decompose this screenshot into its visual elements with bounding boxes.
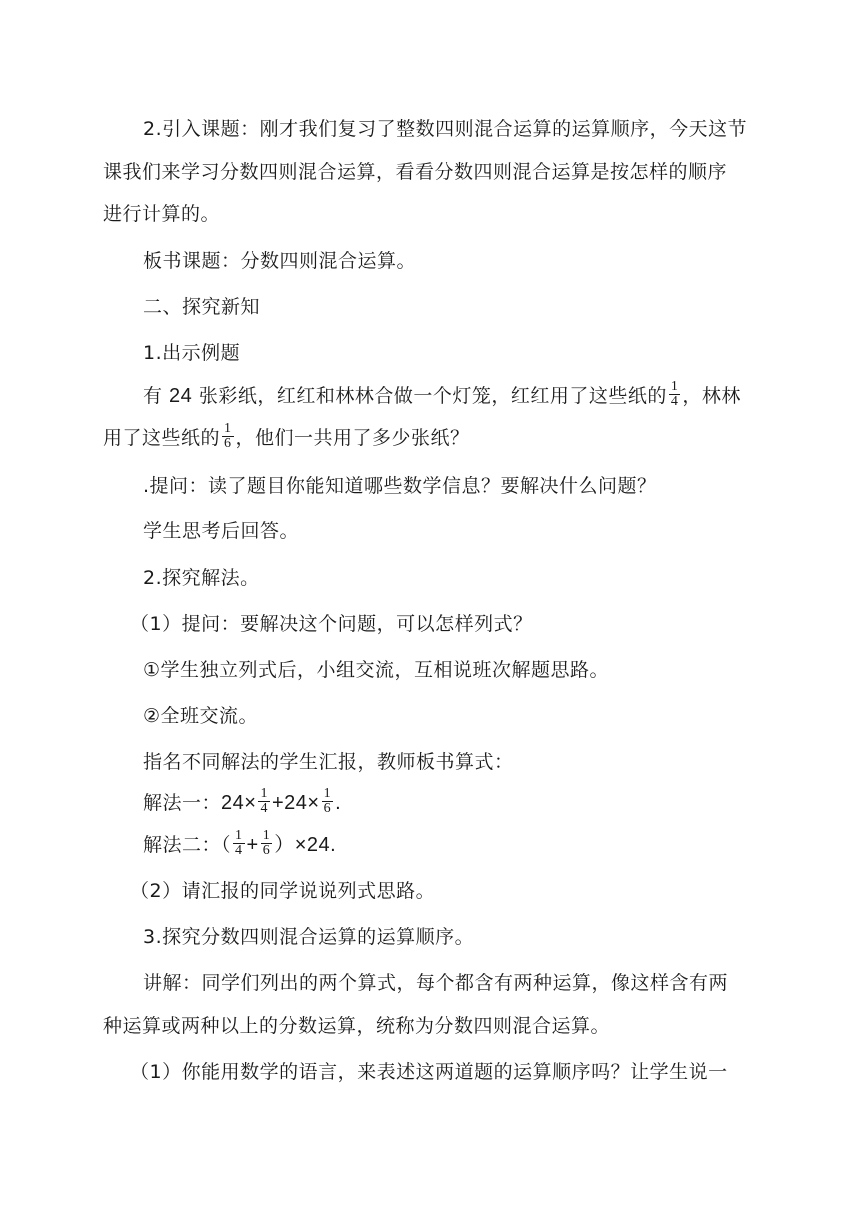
numerator: 1 <box>323 786 332 801</box>
denominator: 6 <box>224 436 232 451</box>
question-line: .提问：读了题目你能知道哪些数学信息？要解决什么问题？ <box>143 475 657 497</box>
text: 用了这些纸的 <box>103 427 221 449</box>
expr: +24× <box>271 792 320 814</box>
paragraph-line: 课我们来学习分数四则混合运算，看看分数四则混合运算是按怎样的顺序 <box>103 161 728 183</box>
text: ，林林 <box>682 385 741 407</box>
expr: ）×24. <box>274 834 337 856</box>
fraction <box>222 422 234 451</box>
sub-question: （2）请汇报的同学说说列式思路。 <box>130 880 436 902</box>
expr: . <box>335 792 342 814</box>
text: 张彩纸，红红和林林合做一个灯笼，红红用了这些纸的 <box>192 385 667 407</box>
numerator: 1 <box>262 828 271 843</box>
paragraph-line: 种运算或两种以上的分数运算，统称为分数四则混合运算。 <box>103 1015 611 1037</box>
paragraph-line: 进行计算的。 <box>103 203 221 225</box>
sub-question: （1）提问：要解决这个问题，可以怎样列式？ <box>130 613 533 635</box>
denominator: 6 <box>262 843 271 858</box>
expr: 24× <box>221 792 257 814</box>
denominator: 4 <box>235 843 243 858</box>
fraction <box>261 829 273 858</box>
fraction <box>233 829 245 858</box>
numerator: 1 <box>260 786 268 801</box>
numerator: 1 <box>224 421 232 436</box>
denominator: 6 <box>323 801 332 816</box>
denominator: 4 <box>260 801 268 816</box>
list-item: ①学生独立列式后，小组交流，互相说班次解题思路。 <box>143 659 610 681</box>
section-heading: 二、探究新知 <box>143 296 261 318</box>
fraction <box>322 787 334 816</box>
denominator: 4 <box>670 394 679 409</box>
fraction <box>258 787 270 816</box>
text: ，他们一共用了多少张纸？ <box>235 427 470 449</box>
step-heading: 3.探究分数四则混合运算的运算顺序。 <box>143 926 475 948</box>
solution-2 <box>143 828 803 860</box>
board-title: 板书课题：分数四则混合运算。 <box>143 250 417 272</box>
example-line-2 <box>103 421 763 453</box>
numerator: 1 <box>235 828 243 843</box>
solution-label: 解法二：（ <box>143 834 232 856</box>
text: 有 <box>143 385 170 407</box>
expr: + <box>246 834 259 856</box>
paragraph-line: 讲解：同学们列出的两个算式，每个都含有两种运算，像这样含有两 <box>143 972 729 994</box>
number: 24 <box>169 385 193 407</box>
numerator: 1 <box>670 379 679 394</box>
step-heading: 1.出示例题 <box>143 342 241 364</box>
example-line-1 <box>143 379 803 411</box>
list-item: ②全班交流。 <box>143 705 259 727</box>
fraction <box>669 380 681 409</box>
sub-question: （1）你能用数学的语言，来表述这两道题的运算顺序吗？让学生说一 <box>130 1061 728 1083</box>
step-heading: 2.探究解法。 <box>143 567 260 589</box>
solution-label: 解法一： <box>143 792 222 814</box>
solution-1 <box>143 786 803 818</box>
paragraph-line: 2.引入课题：刚才我们复习了整数四则混合运算的运算顺序，今天这节 <box>143 118 748 140</box>
report-line: 指名不同解法的学生汇报，教师板书算式： <box>143 751 514 773</box>
answer-line: 学生思考后回答。 <box>143 520 300 542</box>
